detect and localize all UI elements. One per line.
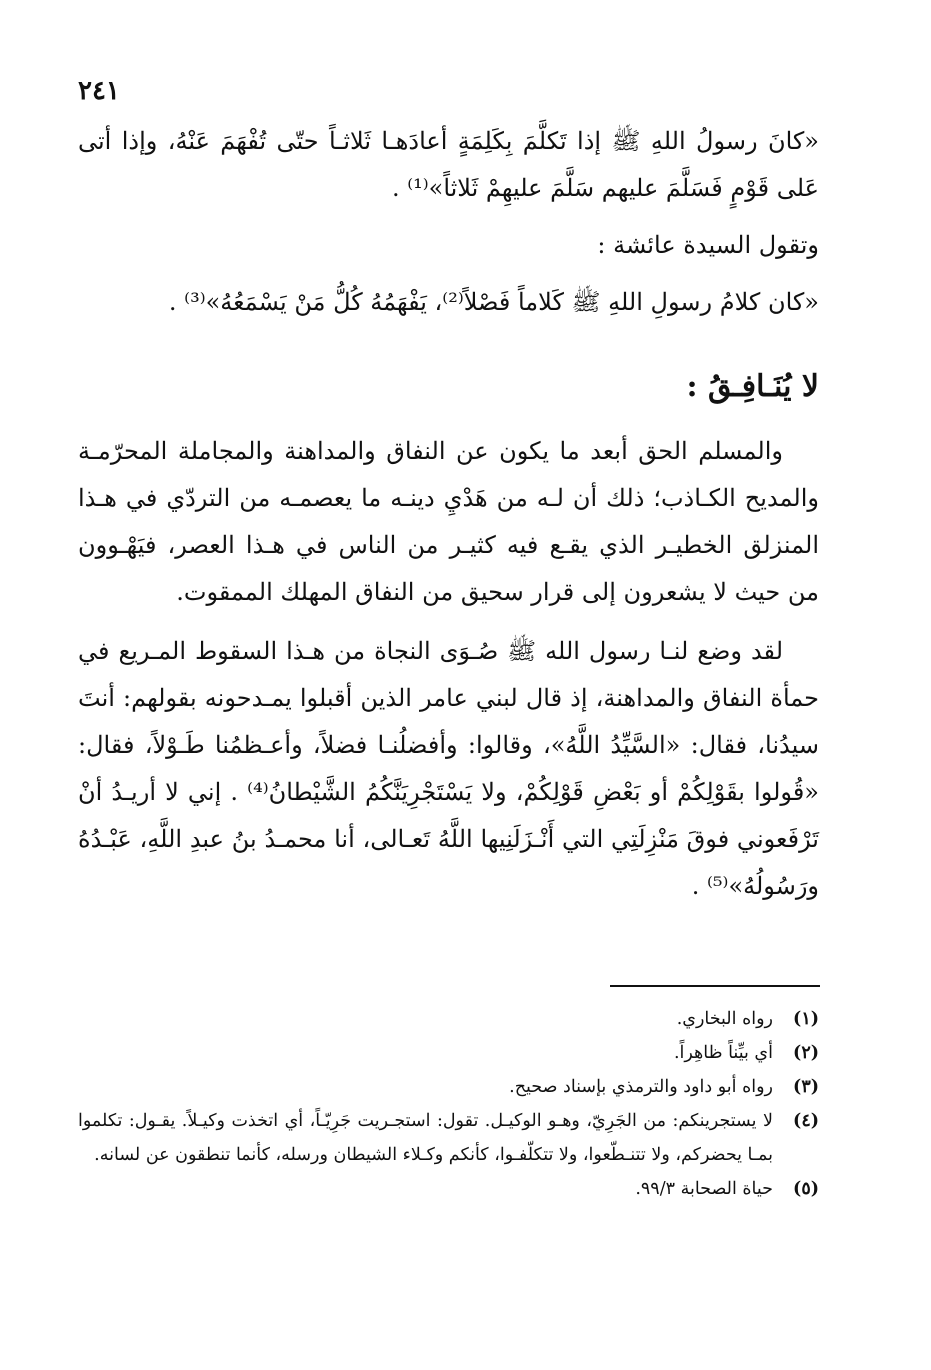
footnote-number: (١) — [793, 1009, 819, 1029]
footnote-text: لا يستجرينكم: من الجَرِيّ، وهـو الوكيـل. تقول: استجـريت جَرِيّـاً، أي اتخذت وكيـلاً. يقـول: تكلموا بمـا يحضركم، ولا تتنـطّعوا، ولا تتكلّفـوا، كأنكم وكـلاء الشيطان ورسله، كأنما تنطقون عن لسانه. — [78, 1111, 773, 1165]
footnote-number: (٤) — [793, 1111, 819, 1131]
hadith-quote-repetition: «كانَ رسولُ اللهِ ﷺ إذا تَكلَّمَ بِكَلِمَةٍ أعادَهـا ثَلاثـاً حتّى تُفْهَمَ عَنْهُ، وإذا أتى عَلى قَوْمٍ فَسَلَّمَ عليهم سَلَّمَ عليهِمْ ثَلاثاً»⁽¹⁾ . — [78, 127, 819, 202]
footnote-item — [78, 1002, 819, 1036]
footnotes-list — [78, 1002, 819, 1206]
aisha-intro-line: وتقول السيدة عائشة : — [597, 231, 819, 259]
footnote-text: أي بيِّناً ظاهِراً. — [673, 1043, 773, 1063]
footnote-divider — [610, 985, 820, 987]
footnote-text: حياة الصحابة ٩٩/٣. — [635, 1179, 773, 1199]
paragraph-hypocrisy: والمسلم الحق أبعد ما يكون عن النفاق والمداهنة والمجاملة المحرّمـة والمديح الكـاذب؛ ذلك أن لـه من هَدْيِ دينـه ما يعصمـه من التردّي في هـذا المنزلق الخطيـر الذي يقـع فيه كثيـر من الناس في هـذا العصر، فيَهْـوون من حيث لا يشعرون إلى قرار سحيق من النفاق المهلك الممقوت. — [78, 437, 819, 606]
section-heading: لا يُنَـافِـقُ : — [686, 369, 819, 404]
page-number: ٢٤١ — [78, 76, 120, 106]
footnote-item — [78, 1070, 819, 1104]
footnote-text: رواه البخاري. — [676, 1009, 773, 1029]
main-text — [78, 118, 819, 910]
footnote-text: رواه أبو داود والترمذي بإسناد صحيح. — [509, 1077, 773, 1097]
footnote-item — [78, 1104, 819, 1172]
paragraph-bani-amir: لقد وضع لنـا رسول الله ﷺ صُـوَى النجاة من هـذا السقوط المـريع في حمأة النفاق والمداهنة، إذ قال لبني عامر الذين أقبلوا يمـدحونه بقولهم: أنتَ سيدُنا، فقال: «السَّيِّدُ اللَّهُ»، وقالوا: وأفضلُنـا فضلاً، وأعـظمُنا طَـوْلاً، فقال: «قُولوا بقَوْلِكُمْ أو بَعْضِ قَوْلِكُمْ، ولا يَسْتَجْرِيَنَّكُمُ الشَّيْطانُ⁽⁴⁾ . إني لا أريـدُ أنْ تَرْفَعوني فوقَ مَنْزِلَتِي التي أَنْـزَلَنِيها اللَّهُ تَعـالى، أنا محمـدُ بنُ عبدِ اللَّهِ، عَبْـدُهُ ورَسُولُهُ»⁽⁵⁾ . — [78, 637, 819, 900]
footnote-number: (٢) — [793, 1043, 819, 1063]
footnote-number: (٣) — [793, 1077, 819, 1097]
footnote-number: (٥) — [793, 1179, 819, 1199]
hadith-quote-speech: «كان كلامُ رسولِ اللهِ ﷺ كَلاماً فَصْلاً⁽²⁾، يَفْهَمُهُ كُلُّ مَنْ يَسْمَعُهُ»⁽³⁾ . — [168, 288, 819, 316]
footnote-item — [78, 1036, 819, 1070]
footnote-item — [78, 1172, 819, 1206]
